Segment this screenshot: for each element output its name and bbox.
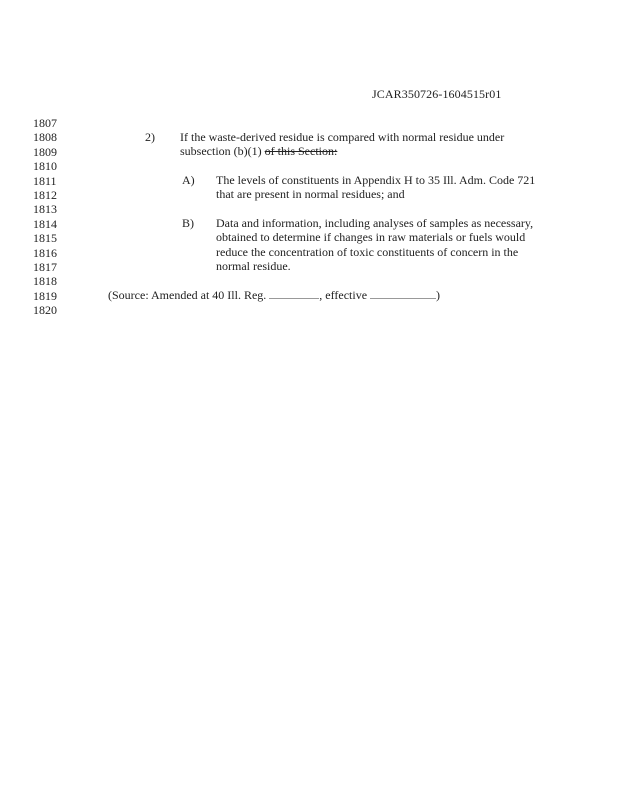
- item-2-marker: 2): [145, 130, 155, 144]
- effective-date-blank: [370, 288, 436, 299]
- source-effective: , effective: [319, 288, 368, 302]
- line-number: 1813: [33, 202, 57, 217]
- source-prefix: (Source: Amended at 40 Ill. Reg.: [108, 288, 267, 302]
- item-a-line-1: The levels of constituents in Appendix H to 35 Ill. Adm. Code 721: [216, 173, 536, 187]
- line-number: 1812: [33, 187, 57, 202]
- line-number: 1820: [33, 303, 57, 318]
- item-b-line-4: normal residue.: [216, 259, 291, 273]
- item-b-line-2: obtained to determine if changes in raw materials or fuels would: [216, 230, 526, 244]
- item-a-line-2: that are present in normal residues; and: [216, 187, 405, 201]
- line-number: 1807: [33, 116, 57, 130]
- item-a-marker: A): [182, 173, 195, 187]
- item-2-line-2-text: subsection (b)(1): [180, 144, 265, 158]
- source-close: ): [436, 288, 441, 302]
- line-number: 1808: [33, 130, 57, 145]
- line-number: 1815: [33, 231, 57, 246]
- register-volume-blank: [269, 288, 319, 299]
- line-number: 1811: [33, 173, 57, 188]
- line-number-gutter: [33, 116, 57, 317]
- document-id: JCAR350726-1604515r01: [372, 87, 502, 101]
- item-2-line-1: If the waste-derived residue is compared with normal residue under: [180, 130, 505, 144]
- item-b-line-3: reduce the concentration of toxic constituents of concern in the: [216, 245, 519, 259]
- item-b-marker: B): [182, 216, 194, 230]
- line-number: 1819: [33, 288, 57, 303]
- item-b-line-1: Data and information, including analyses of samples as necessary,: [216, 216, 534, 230]
- item-2-struck-text: of this Section:: [264, 144, 338, 158]
- item-2-line-2: [180, 144, 337, 158]
- source-note: [108, 288, 440, 302]
- line-number: 1814: [33, 216, 57, 231]
- line-number: 1810: [33, 159, 57, 174]
- line-number: 1809: [33, 144, 57, 159]
- line-number: 1816: [33, 245, 57, 260]
- line-number: 1817: [33, 259, 57, 274]
- line-number: 1818: [33, 274, 57, 289]
